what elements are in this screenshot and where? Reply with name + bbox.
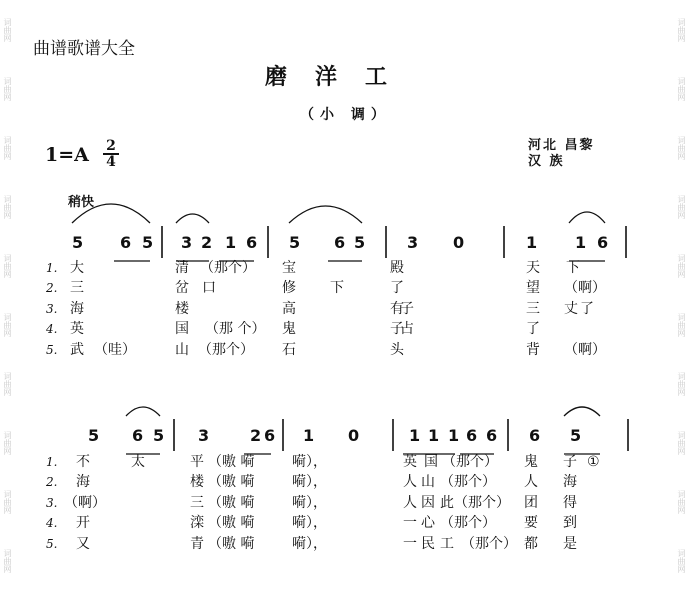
lyric-syllable: 岔 bbox=[175, 280, 189, 296]
lyric-syllable: （那个） bbox=[461, 536, 517, 552]
note-digit: 5 bbox=[72, 233, 84, 252]
watermark-text: 词曲网 bbox=[3, 76, 12, 101]
watermark-text: 词曲网 bbox=[3, 549, 12, 574]
lyric-syllable: 嗬）， bbox=[292, 454, 327, 470]
lyric-syllable: 一 bbox=[403, 515, 417, 531]
lyric-syllable: 子 bbox=[400, 301, 414, 317]
lyric-syllable: 鬼 bbox=[282, 321, 296, 337]
note-digit: 6 bbox=[264, 426, 276, 445]
lyric-syllable: （那 个） bbox=[205, 321, 266, 337]
note-digit: 1 bbox=[448, 426, 460, 445]
lyric-syllable: 都 bbox=[524, 536, 538, 552]
lyric-syllable: 团 bbox=[524, 495, 538, 511]
lyric-syllable: 海 bbox=[563, 474, 577, 490]
note-digit: 1 bbox=[225, 233, 237, 252]
lyric-syllable: 不 bbox=[76, 454, 90, 470]
lyric-syllable: 三 bbox=[526, 301, 540, 317]
note-digit: 5 bbox=[289, 233, 301, 252]
lyric-syllable: 下 bbox=[330, 280, 344, 296]
watermark-text: 词曲网 bbox=[677, 549, 686, 574]
lyric-syllable: （那个） bbox=[440, 474, 496, 490]
lyric-syllable: 海 bbox=[70, 301, 84, 317]
watermark-text: 词曲网 bbox=[677, 135, 686, 160]
lyric-syllable: （嗷 嗬 bbox=[208, 454, 255, 470]
lyric-syllable: 宝 bbox=[282, 260, 296, 276]
lyric-syllable: 楼 bbox=[175, 301, 189, 317]
note-digit: 6 bbox=[486, 426, 498, 445]
note-digit: 5 bbox=[153, 426, 165, 445]
lyric-syllable: 了 bbox=[526, 321, 540, 337]
slur-arc bbox=[72, 204, 150, 223]
note-digit: 1 bbox=[409, 426, 421, 445]
lyric-syllable: 下 bbox=[566, 260, 580, 276]
lyric-syllable: 武 bbox=[70, 342, 84, 358]
lyric-syllable: 天 bbox=[526, 260, 540, 276]
lyric-syllable: 嗬）， bbox=[292, 536, 327, 552]
watermark-text: 词曲网 bbox=[677, 253, 686, 278]
lyric-syllable: 英 bbox=[70, 321, 84, 337]
lyric-syllable: 海 bbox=[76, 474, 90, 490]
lyric-syllable: （哇） bbox=[94, 342, 136, 358]
lyric-syllable: 太 bbox=[131, 454, 145, 470]
lyric-syllable: 山 bbox=[421, 474, 435, 490]
note-digit: 0 bbox=[453, 233, 465, 252]
lyric-syllable: （嗷 嗬 bbox=[208, 515, 255, 531]
lyric-syllable: 得 bbox=[563, 495, 577, 511]
note-digit: 1 bbox=[428, 426, 440, 445]
verse-number: 1. bbox=[46, 261, 58, 275]
lyric-syllable: 大 bbox=[70, 260, 84, 276]
lyric-syllable: 背 bbox=[526, 342, 540, 358]
note-digit: 6 bbox=[120, 233, 132, 252]
lyric-syllable: 楼 bbox=[190, 474, 204, 490]
note-digit: 3 bbox=[181, 233, 193, 252]
watermark-text: 词曲网 bbox=[3, 17, 12, 42]
lyric-syllable: 滦 bbox=[190, 515, 204, 531]
lyric-syllable: 占 bbox=[400, 321, 414, 337]
lyric-syllable: （嗷 嗬 bbox=[208, 495, 255, 511]
watermark-text: 词曲网 bbox=[3, 253, 12, 278]
lyric-syllable: 三 bbox=[70, 280, 84, 296]
watermark-text: 词曲网 bbox=[677, 372, 686, 397]
note-digit: 5 bbox=[354, 233, 366, 252]
slur-arc bbox=[289, 206, 362, 223]
lyric-syllable: 人 bbox=[403, 474, 417, 490]
origin-region: 河北 昌黎 bbox=[528, 138, 595, 153]
lyric-syllable: 是 bbox=[563, 536, 577, 552]
song-title: 磨洋工 bbox=[265, 65, 416, 90]
lyric-syllable: 石 bbox=[282, 342, 296, 358]
lyric-syllable: 青 bbox=[190, 536, 204, 552]
lyric-syllable: 人 bbox=[403, 495, 417, 511]
verse-number: 2. bbox=[46, 281, 58, 295]
slur-arc bbox=[126, 407, 160, 416]
verse-number: 5. bbox=[46, 343, 58, 357]
lyric-syllable: 嗬）， bbox=[292, 495, 327, 511]
lyric-syllable: 丈 bbox=[564, 301, 578, 317]
lyric-syllable: 子 bbox=[563, 454, 577, 470]
note-digit: 5 bbox=[88, 426, 100, 445]
lyric-syllable: （啊） bbox=[64, 495, 106, 511]
note-digit: 3 bbox=[407, 233, 419, 252]
lyric-syllable: 又 bbox=[76, 536, 90, 552]
note-digit: 6 bbox=[246, 233, 258, 252]
watermark-text: 词曲网 bbox=[3, 135, 12, 160]
lyric-syllable: 山 bbox=[175, 342, 189, 358]
verse-number: 4. bbox=[46, 322, 58, 336]
lyric-syllable: 心 bbox=[421, 515, 435, 531]
lyric-syllable: 三 bbox=[190, 495, 204, 511]
lyric-syllable: （啊） bbox=[564, 342, 606, 358]
note-digit: 0 bbox=[348, 426, 360, 445]
note-digit: 5 bbox=[142, 233, 154, 252]
lyric-syllable: 平 bbox=[190, 454, 204, 470]
lyric-syllable: 英 bbox=[403, 454, 417, 470]
lyric-syllable: 民 bbox=[421, 536, 435, 552]
lyric-syllable: 高 bbox=[282, 301, 296, 317]
lyric-syllable: 此（那个） bbox=[440, 495, 510, 511]
lyric-syllable: 人 bbox=[524, 474, 538, 490]
lyric-syllable: （啊） bbox=[564, 280, 606, 296]
watermark-text: 词曲网 bbox=[3, 313, 12, 338]
note-digit: 6 bbox=[597, 233, 609, 252]
note-digit: 2 bbox=[201, 233, 213, 252]
note-digit: 6 bbox=[466, 426, 478, 445]
watermark-text: 词曲网 bbox=[3, 490, 12, 515]
time-denominator: 4 bbox=[106, 154, 116, 170]
lyric-syllable: 清 bbox=[175, 260, 189, 276]
lyric-syllable: 开 bbox=[76, 515, 90, 531]
lyric-syllable: 到 bbox=[563, 515, 577, 531]
watermark-text: 词曲网 bbox=[677, 76, 686, 101]
watermark-text: 词曲网 bbox=[3, 194, 12, 219]
note-digit: 6 bbox=[529, 426, 541, 445]
note-digit: 6 bbox=[132, 426, 144, 445]
lyric-syllable: （嗷 嗬 bbox=[208, 474, 255, 490]
site-title: 曲谱歌谱大全 bbox=[33, 39, 135, 59]
lyric-syllable: 头 bbox=[390, 342, 404, 358]
watermark-text: 词曲网 bbox=[677, 17, 686, 42]
lyric-syllable: 因 bbox=[421, 495, 435, 511]
lyric-syllable: 望 bbox=[526, 280, 540, 296]
verse-number: 5. bbox=[46, 537, 58, 551]
verse-number: 3. bbox=[46, 302, 58, 316]
slur-arc bbox=[564, 407, 600, 416]
note-digit: 3 bbox=[198, 426, 210, 445]
watermark-text: 词曲网 bbox=[3, 372, 12, 397]
lyric-syllable: ① bbox=[587, 454, 600, 470]
slur-arc bbox=[176, 214, 209, 223]
watermark-text: 词曲网 bbox=[677, 313, 686, 338]
lyric-syllable: 国 bbox=[424, 454, 438, 470]
lyric-syllable: 了 bbox=[390, 280, 404, 296]
lyric-syllable: 工 bbox=[440, 536, 454, 552]
lyric-syllable: 一 bbox=[403, 536, 417, 552]
verse-number: 1. bbox=[46, 455, 58, 469]
lyric-syllable: 嗬）， bbox=[292, 474, 327, 490]
note-digit: 2 bbox=[250, 426, 262, 445]
verse-number: 3. bbox=[46, 496, 58, 510]
tempo-marking: 稍快 bbox=[68, 195, 95, 210]
song-subtitle: （小 调） bbox=[300, 107, 391, 123]
watermark-text: 词曲网 bbox=[677, 194, 686, 219]
lyric-syllable: 殿 bbox=[390, 260, 404, 276]
lyric-syllable: 了 bbox=[580, 301, 594, 317]
note-digit: 1 bbox=[303, 426, 315, 445]
lyric-syllable: 子 bbox=[390, 321, 404, 337]
lyric-syllable: （嗷 嗬 bbox=[208, 536, 255, 552]
watermark-text: 词曲网 bbox=[677, 490, 686, 515]
note-digit: 6 bbox=[334, 233, 346, 252]
lyric-syllable: 口 bbox=[202, 280, 216, 296]
lyric-syllable: （那个） bbox=[442, 454, 498, 470]
note-digit: 1 bbox=[575, 233, 587, 252]
lyric-syllable: 鬼 bbox=[524, 454, 538, 470]
lyric-syllable: 有 bbox=[390, 301, 404, 317]
lyric-syllable: 嗬）， bbox=[292, 515, 327, 531]
time-numerator: 2 bbox=[103, 139, 119, 155]
verse-number: 2. bbox=[46, 475, 58, 489]
watermark-text: 词曲网 bbox=[677, 431, 686, 456]
note-digit: 5 bbox=[570, 426, 582, 445]
lyric-syllable: （那个） bbox=[198, 342, 254, 358]
note-digit: 1 bbox=[526, 233, 538, 252]
lyric-syllable: 要 bbox=[524, 515, 538, 531]
lyric-syllable: 国 bbox=[175, 321, 189, 337]
lyric-syllable: 修 bbox=[282, 280, 296, 296]
key-signature: 1=A bbox=[45, 144, 89, 166]
lyric-syllable: （那个） bbox=[200, 260, 256, 276]
slur-arc bbox=[569, 212, 605, 223]
lyric-syllable: （那个） bbox=[440, 515, 496, 531]
origin-ethnicity: 汉 族 bbox=[528, 154, 565, 169]
verse-number: 4. bbox=[46, 516, 58, 530]
watermark-text: 词曲网 bbox=[3, 431, 12, 456]
